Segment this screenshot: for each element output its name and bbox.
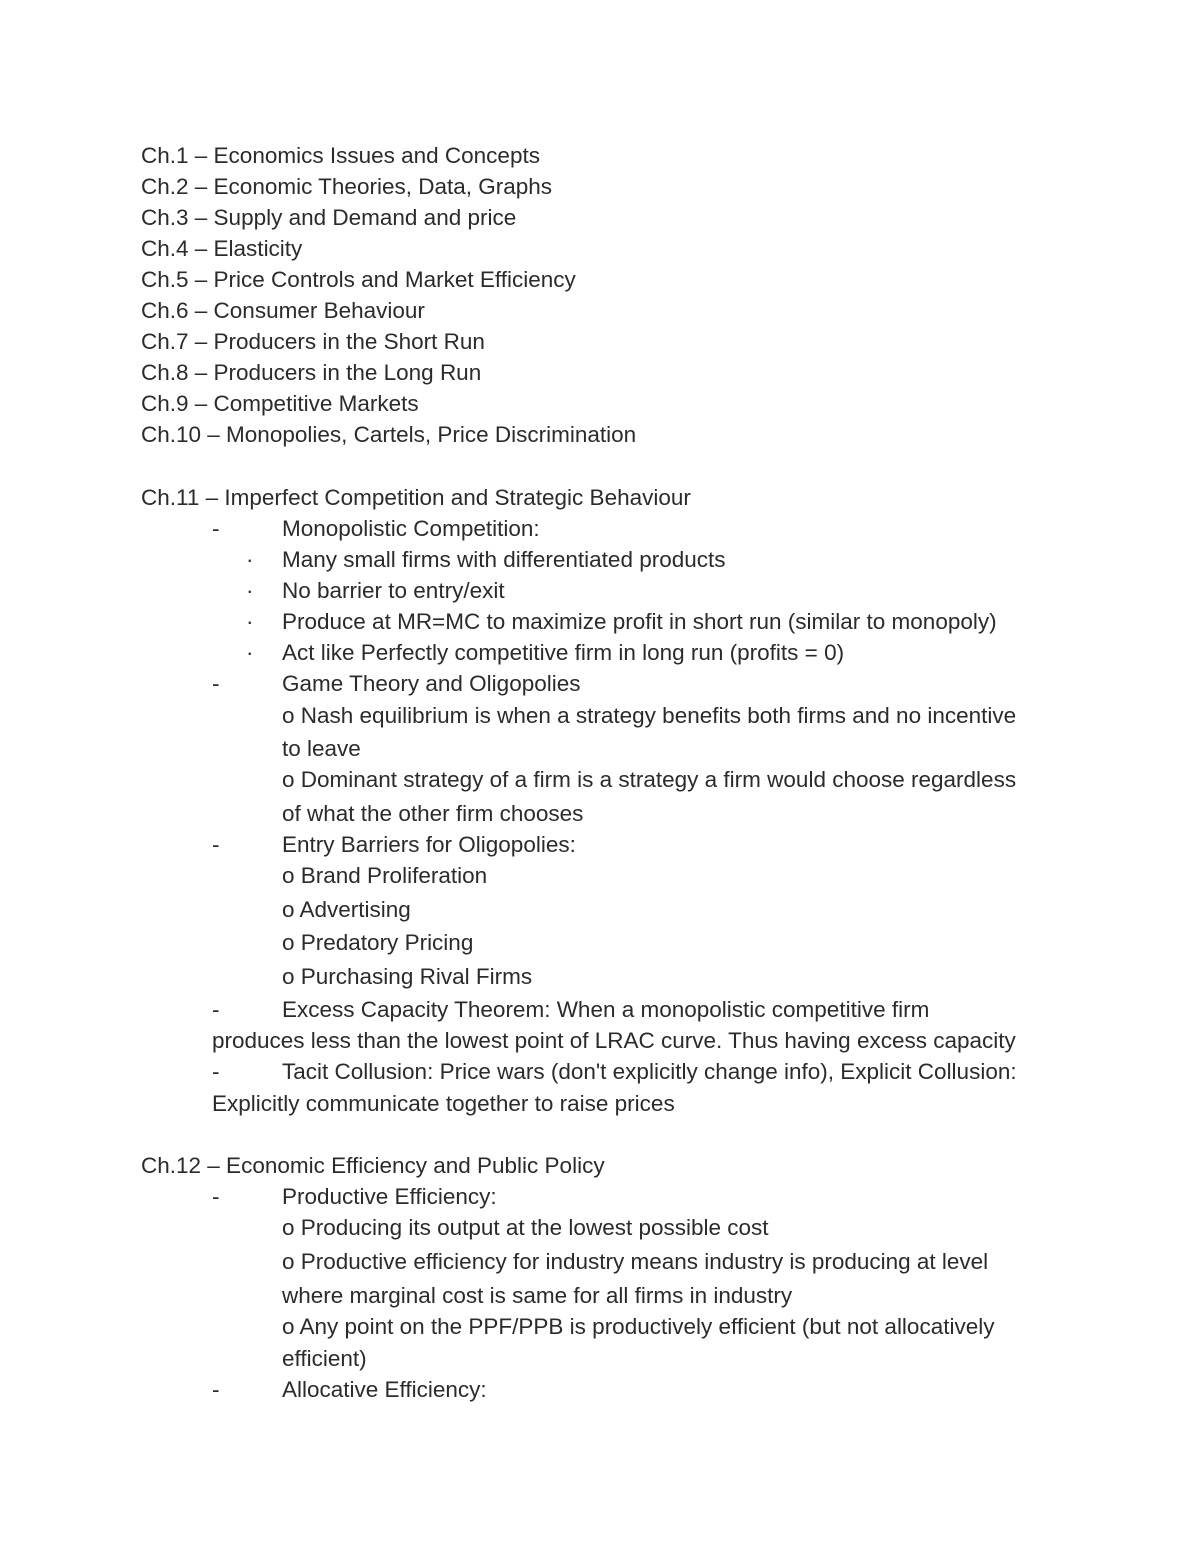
entry-barrier-item: o Purchasing Rival Firms	[282, 964, 533, 989]
chapter-line: Ch.3 – Supply and Demand and price	[141, 205, 517, 230]
dominant-line: o Dominant strategy of a firm is a strategy a firm would choose regardless	[282, 767, 1017, 792]
nash-line: o Nash equilibrium is when a strategy benefits both firms and no incentive	[282, 703, 1017, 728]
dash-marker: -	[212, 832, 220, 857]
productive-point: o Any point on the PPF/PPB is productively efficient (but not allocatively	[282, 1314, 995, 1339]
productive-point-cont: where marginal cost is same for all firms in industry	[282, 1283, 793, 1308]
dash-marker: -	[212, 1184, 220, 1209]
dash-marker: -	[212, 1377, 220, 1402]
monopolistic-point: Many small firms with differentiated products	[282, 547, 726, 572]
dash-marker: -	[212, 997, 220, 1022]
ch11-heading: Ch.11 – Imperfect Competition and Strategic Behaviour	[141, 485, 691, 510]
productive-point: o Producing its output at the lowest possible cost	[282, 1215, 769, 1240]
allocative-efficiency-title: Allocative Efficiency:	[282, 1377, 487, 1402]
excess-capacity-line-cont: produces less than the lowest point of LRAC curve. Thus having excess capacity	[212, 1028, 1016, 1053]
dash-marker: -	[212, 671, 220, 696]
entry-barriers-title: Entry Barriers for Oligopolies:	[282, 832, 576, 857]
monopolistic-point: No barrier to entry/exit	[282, 578, 505, 603]
chapter-line: Ch.5 – Price Controls and Market Efficiency	[141, 267, 576, 292]
monopolistic-title: Monopolistic Competition:	[282, 516, 540, 541]
chapter-line: Ch.6 – Consumer Behaviour	[141, 298, 425, 323]
chapter-line: Ch.8 – Producers in the Long Run	[141, 360, 482, 385]
bullet-marker: ·	[246, 640, 254, 665]
game-theory-title: Game Theory and Oligopolies	[282, 671, 581, 696]
dash-marker: -	[212, 516, 220, 541]
entry-barrier-item: o Advertising	[282, 897, 411, 922]
chapter-line: Ch.7 – Producers in the Short Run	[141, 329, 485, 354]
nash-line-cont: to leave	[282, 736, 361, 761]
monopolistic-point: Produce at MR=MC to maximize profit in short run (similar to monopoly)	[282, 609, 997, 634]
bullet-marker: ·	[246, 578, 254, 603]
bullet-marker: ·	[246, 609, 254, 634]
productive-efficiency-title: Productive Efficiency:	[282, 1184, 497, 1209]
dash-marker: -	[212, 1059, 220, 1084]
collusion-line-cont: Explicitly communicate together to raise prices	[212, 1091, 675, 1116]
monopolistic-point: Act like Perfectly competitive firm in long run (profits = 0)	[282, 640, 845, 665]
collusion-line: Tacit Collusion: Price wars (don't explicitly change info), Explicit Collusion:	[282, 1059, 1017, 1084]
chapter-line: Ch.1 – Economics Issues and Concepts	[141, 143, 540, 168]
entry-barrier-item: o Predatory Pricing	[282, 930, 474, 955]
chapter-line: Ch.2 – Economic Theories, Data, Graphs	[141, 174, 553, 199]
entry-barrier-item: o Brand Proliferation	[282, 863, 488, 888]
chapter-line: Ch.9 – Competitive Markets	[141, 391, 419, 416]
excess-capacity-line: Excess Capacity Theorem: When a monopolistic competitive firm	[282, 997, 930, 1022]
productive-point: o Productive efficiency for industry means industry is producing at level	[282, 1249, 989, 1274]
chapter-line: Ch.4 – Elasticity	[141, 236, 303, 261]
productive-point-cont: efficient)	[282, 1346, 367, 1371]
dominant-line-cont: of what the other firm chooses	[282, 801, 584, 826]
chapter-line: Ch.10 – Monopolies, Cartels, Price Discrimination	[141, 422, 637, 447]
bullet-marker: ·	[246, 547, 254, 572]
ch12-heading: Ch.12 – Economic Efficiency and Public Policy	[141, 1153, 605, 1178]
